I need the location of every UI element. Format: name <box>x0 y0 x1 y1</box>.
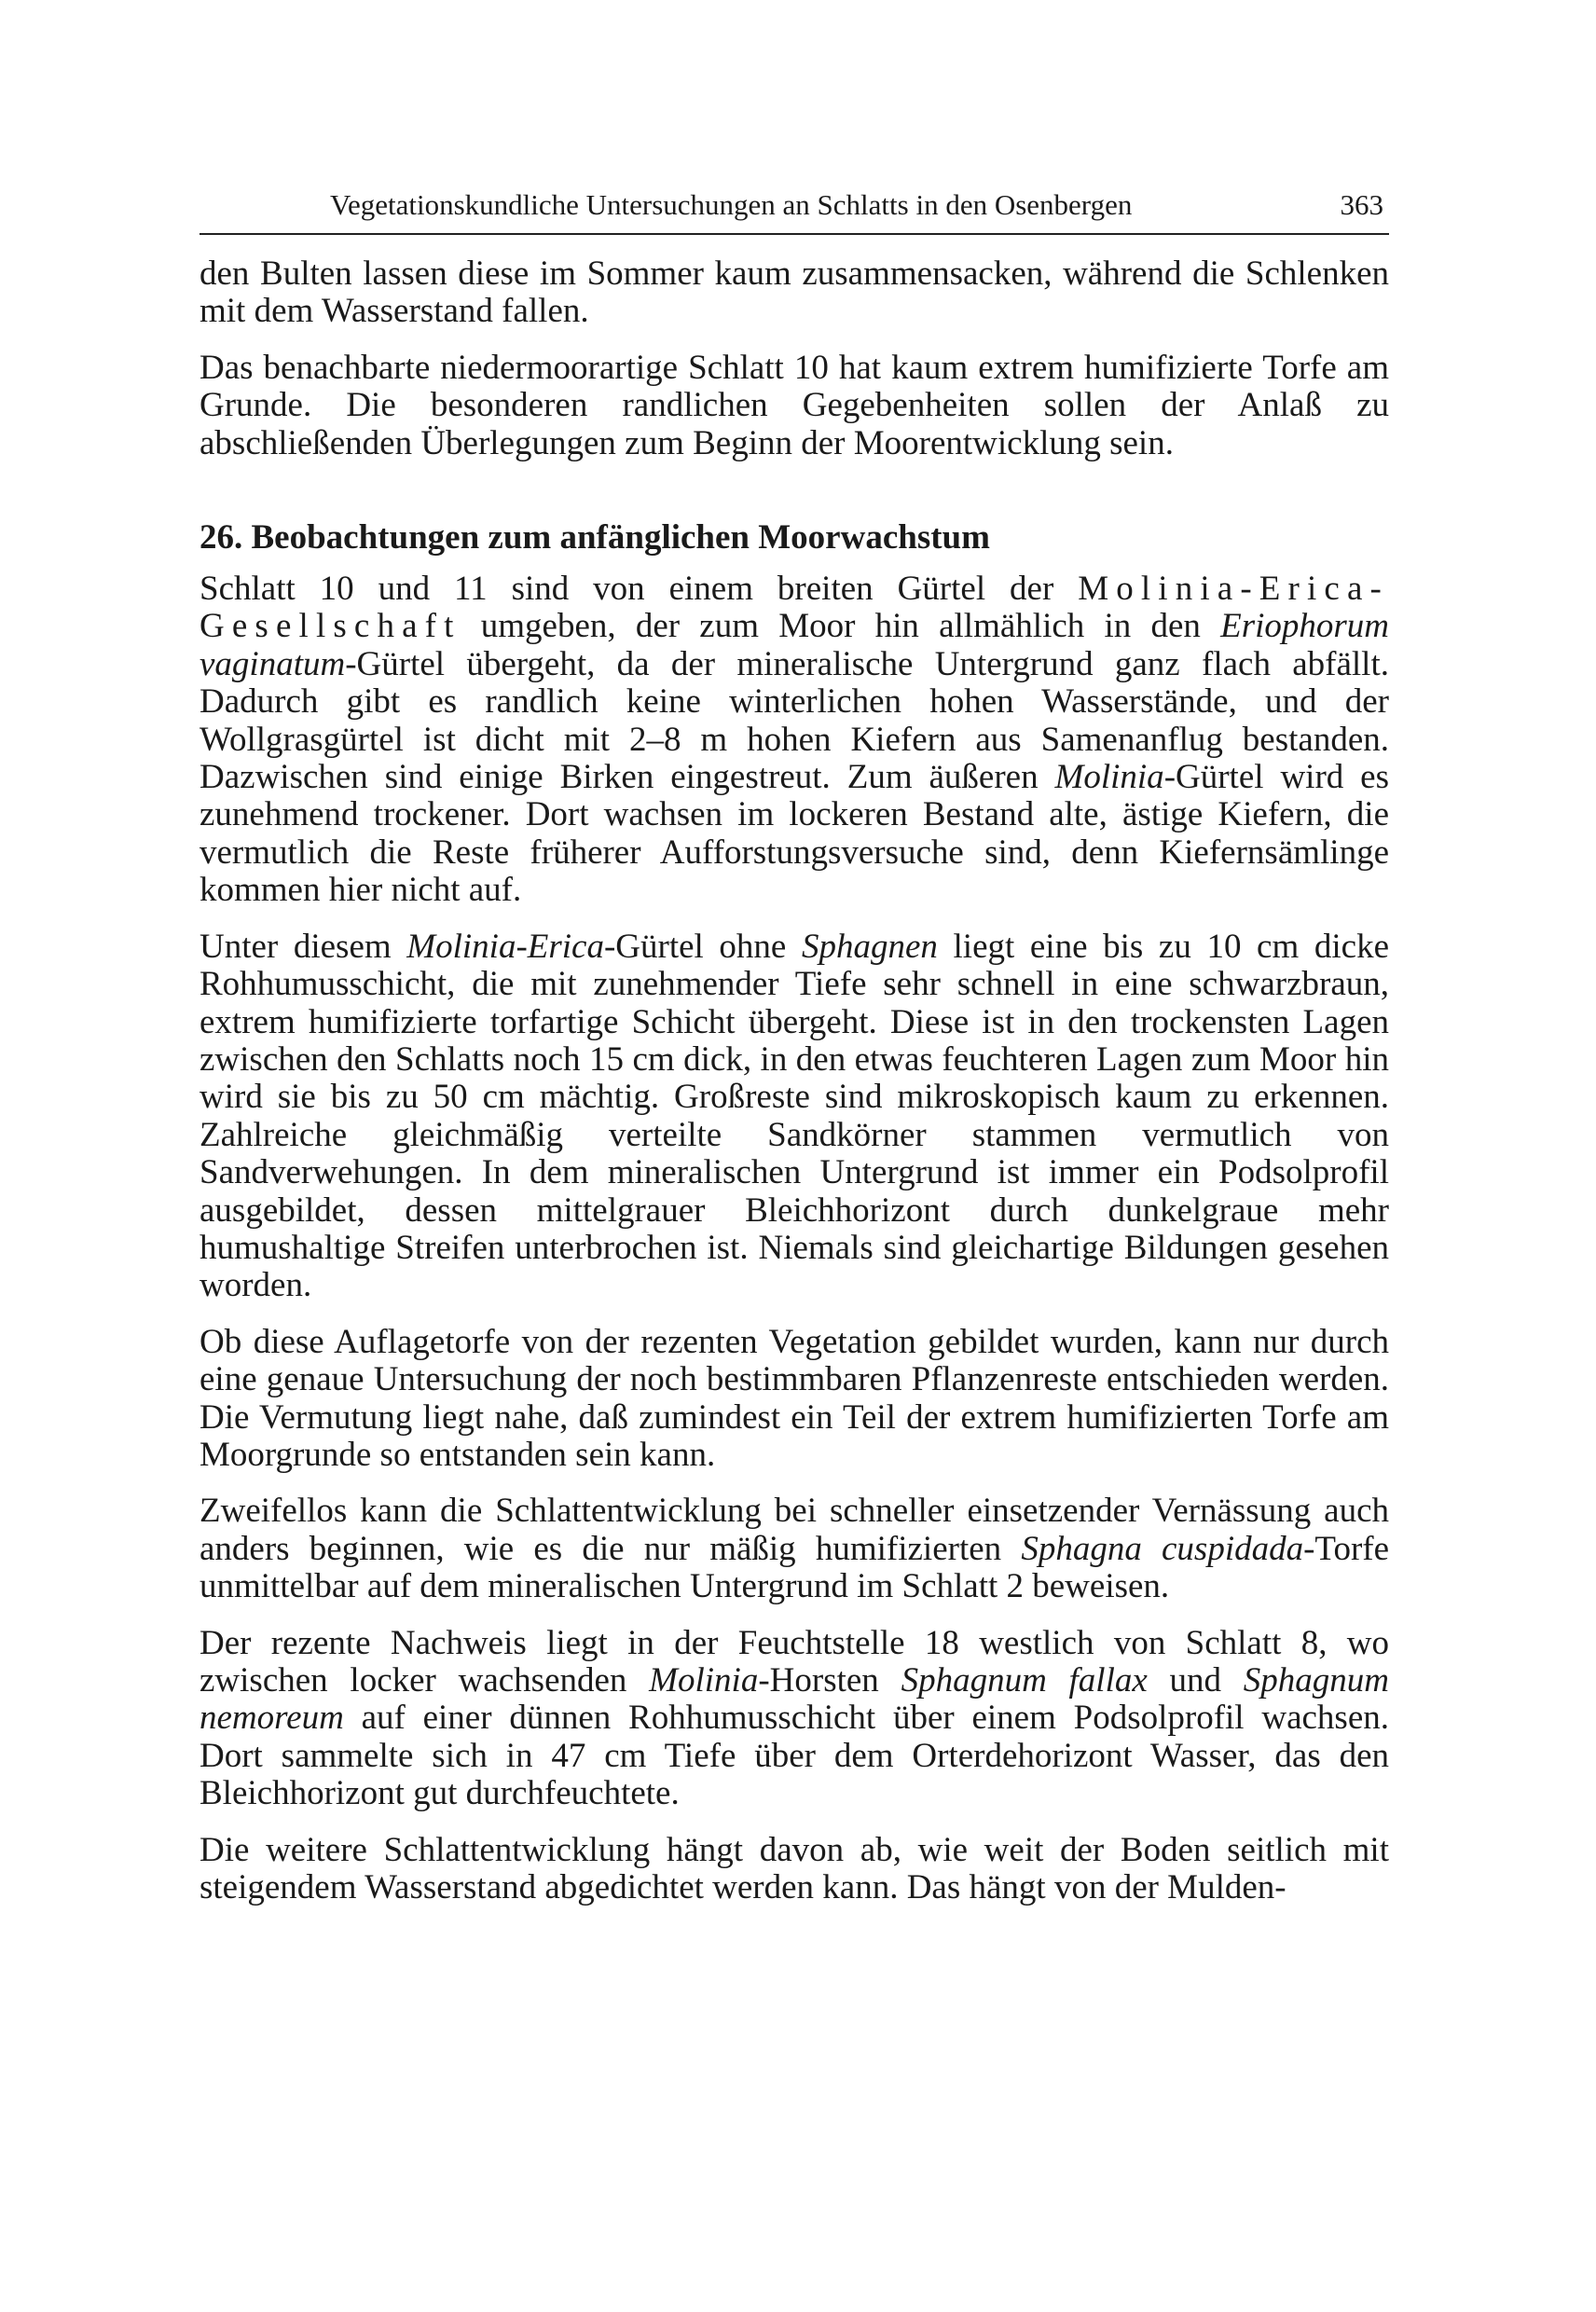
species-name: Sphagnen <box>801 927 938 966</box>
text-run: -Gürtel ohne <box>603 927 802 966</box>
text-run: umgeben, der zum Moor hin allmählich in den <box>461 607 1221 646</box>
paragraph-belt-description <box>200 571 1389 910</box>
text-run: auf einer dünnen Rohhumusschicht über einem Podsolprofil wachsen. Dort sammelte sich in 47 cm Tiefe über dem Orterdehorizont Wasser, das den Bleichhorizont gut durchfeuchtete. <box>200 1699 1389 1813</box>
paragraph-further-development: Die weitere Schlattentwicklung hängt davon ab, wie weit der Boden seitlich mit steigendem Wasserstand abgedichtet werden kann. Das hängt von der Mulden- <box>200 1830 1389 1907</box>
text-run: Zweifellos kann die Schlattentwicklung bei schneller einsetzender Vernässung auch anders beginnen, wie es die nur mäßig humifizierten <box>200 1492 1389 1568</box>
paragraph-intro-2: Das benachbarte niedermoorartige Schlatt 10 hat kaum extrem humifizierte Torfe am Grunde. Die besonderen randlichen Gegebenheiten sollen der Anlaß zu abschließenden Überlegungen zum Beginn der Moorentwicklung sein. <box>200 348 1389 462</box>
species-name: Sphagnum fallax <box>901 1661 1148 1700</box>
text-run: Schlatt 10 und 11 sind von einem breiten Gürtel der <box>200 570 1079 609</box>
species-name: Eriophorum vaginatum <box>200 607 1389 683</box>
text-run: Der rezente Nachweis liegt in der Feuchtstelle 18 westlich von Schlatt 8, wo zwischen locker wachsenden <box>200 1623 1389 1700</box>
running-header <box>200 186 1389 235</box>
running-title: Vegetationskundliche Untersuchungen an Schlatts in den Osenbergen <box>330 188 1133 221</box>
species-name: Sphagnum nemoreum <box>200 1661 1390 1738</box>
text-run: liegt eine bis zu 10 cm dicke Rohhumusschicht, die mit zunehmender Tiefe sehr schnell in eine schwarzbraun, extrem humifizierte torfartige Schicht übergeht. Diese ist in den trockensten Lagen zwischen den Schlatts noch 15 cm dick, in den etwas feuchteren Lagen zum Moor hin wird sie bis zu 50 cm mächtig. Großreste sind mikroskopisch kaum zu erkennen. Zahlreiche gleichmäßig verteilte Sandkörner stammen vermutlich von Sandverwehungen. In dem mineralischen Untergrund ist immer ein Podsolprofil ausgebildet, dessen mittelgrauer Bleichhorizont durch dunkelgraue mehr humushaltige Streifen unterbrochen ist. Niemals sind gleichartige Bildungen gesehen worden. <box>200 927 1389 1305</box>
text-run: -Gürtel übergeht, da der mineralische Untergrund ganz flach abfällt. Dadurch gibt es randlich keine winterlichen hohen Wasserstände, und der Wollgrasgürtel ist dicht mit 2–8 m hohen Kiefern aus Samenanflug bestanden. Dazwischen sind einige Birken eingestreut. Zum äußeren <box>200 644 1389 797</box>
species-name: Sphagna cuspidada <box>1021 1529 1304 1568</box>
community-name: Molinia-Erica-Gesellschaft <box>200 570 1389 646</box>
text-run: -Gürtel wird es zunehmend trockener. Dort wachsen im lockeren Bestand alte, ästige Kiefern, die vermutlich die Reste früherer Aufforstungsversuche sind, denn Kiefernsämlinge kommen hier nicht auf. <box>200 758 1389 910</box>
text-run: und <box>1147 1661 1244 1700</box>
species-name: Molinia <box>1054 758 1164 797</box>
page <box>200 186 1389 1906</box>
paragraph-recent-evidence <box>200 1625 1389 1813</box>
text-run: -Horsten <box>758 1661 901 1700</box>
species-name: Molinia-Erica <box>406 927 604 966</box>
paragraph-peat-origin: Ob diese Auflagetorfe von der rezenten Vegetation gebildet wurden, kann nur durch eine genaue Untersuchung der noch bestimmbaren Pflanzenreste entschieden werden. Die Vermutung liegt nahe, daß zumindest ein Teil der extrem humifizierten Torfe am Moorgrunde so entstanden sein kann. <box>200 1322 1389 1474</box>
paragraph-raw-humus <box>200 929 1389 1305</box>
paragraph-intro-1: den Bulten lassen diese im Sommer kaum zusammensacken, während die Schlenken mit dem Wasserstand fallen. <box>200 255 1389 331</box>
text-run: -Torfe unmittelbar auf dem mineralischen Untergrund im Schlatt 2 beweisen. <box>200 1529 1390 1606</box>
section-heading: 26. Beobachtungen zum anfänglichen Moorwachstum <box>200 518 990 557</box>
text-run: Unter diesem <box>200 927 407 966</box>
species-name: Molinia <box>649 1661 759 1700</box>
paragraph-alternative-start <box>200 1493 1389 1605</box>
page-number: 363 <box>1340 188 1383 221</box>
